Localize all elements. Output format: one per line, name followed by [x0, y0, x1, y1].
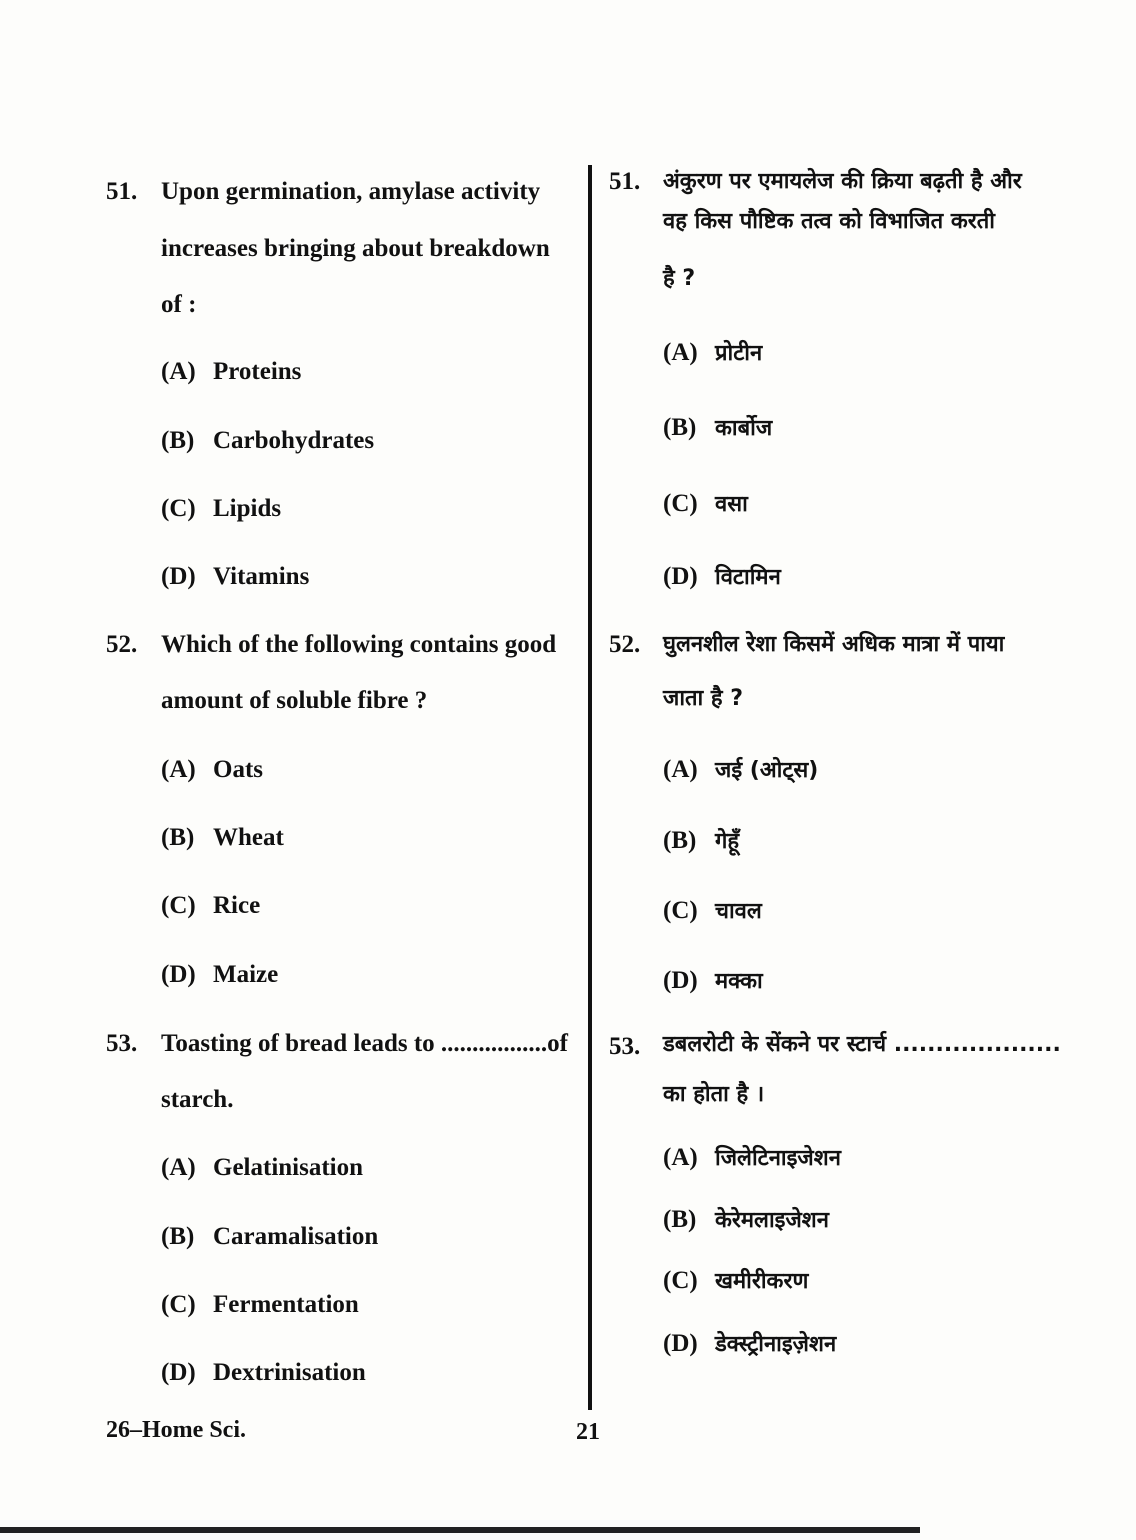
page-number: 21	[576, 1419, 600, 1445]
option	[161, 823, 284, 853]
option-text: Fermentation	[213, 1291, 359, 1318]
option	[161, 562, 309, 592]
option	[161, 960, 278, 990]
paper-code: 26–Home Sci.	[106, 1417, 246, 1443]
option-text: Gelatinisation	[213, 1154, 364, 1181]
question-text-line: Toasting of bread leads to .................of	[161, 1030, 568, 1057]
option-label: (D)	[663, 1330, 698, 1357]
question-text-line: जाता है ?	[663, 686, 744, 711]
option-text: विटामिन	[715, 565, 781, 590]
question-number: 52.	[609, 631, 641, 658]
column-divider	[588, 165, 592, 1410]
option	[161, 1222, 378, 1252]
option-label: (A)	[663, 339, 698, 366]
option-text: गेहूँ	[715, 829, 740, 854]
option-text: Rice	[213, 892, 261, 919]
option-text: कार्बोज	[715, 416, 773, 441]
option-label: (D)	[161, 961, 196, 988]
option	[663, 338, 762, 369]
option-label: (C)	[161, 1291, 196, 1318]
question-text-line: Which of the following contains good	[161, 631, 557, 658]
option-label: (D)	[663, 967, 698, 994]
option-label: (A)	[663, 756, 698, 783]
option	[663, 896, 762, 927]
option-label: (D)	[663, 563, 698, 590]
question-number: 53.	[106, 1030, 138, 1057]
option-text: Maize	[213, 961, 279, 988]
option	[161, 755, 263, 785]
option	[161, 1358, 366, 1388]
option-label: (B)	[663, 414, 697, 441]
option	[161, 494, 281, 524]
option	[663, 489, 748, 520]
option-label: (A)	[161, 756, 196, 783]
option	[663, 1205, 829, 1236]
question-number: 52.	[106, 631, 138, 658]
option-label: (C)	[161, 892, 196, 919]
option-text: जई (ओट्स)	[715, 758, 819, 783]
option-text: Dextrinisation	[213, 1359, 366, 1386]
option	[663, 1143, 841, 1174]
question-number: 53.	[609, 1033, 641, 1060]
option	[663, 413, 772, 444]
option-text: Proteins	[213, 358, 302, 385]
option-label: (B)	[161, 1223, 195, 1250]
option-text: चावल	[715, 899, 762, 924]
option-text: Caramalisation	[213, 1223, 379, 1250]
option-label: (C)	[663, 897, 698, 924]
option	[663, 1266, 808, 1297]
option	[663, 1329, 836, 1360]
option	[161, 891, 260, 921]
option-text: Vitamins	[213, 563, 310, 590]
question-text-line: वह किस पौष्टिक तत्व को विभाजित करती	[663, 209, 995, 234]
question-text-line: starch.	[161, 1086, 234, 1113]
option-label: (D)	[161, 563, 196, 590]
option-label: (B)	[663, 827, 697, 854]
option	[663, 826, 739, 857]
option-text: डेक्स्ट्रीनाइज़ेशन	[715, 1332, 837, 1357]
option-label: (A)	[161, 1154, 196, 1181]
option-label: (A)	[663, 1144, 698, 1171]
option	[663, 966, 763, 997]
option	[161, 1153, 363, 1183]
option-text: Lipids	[213, 495, 282, 522]
question-text-line: Upon germination, amylase activity	[161, 178, 541, 205]
option-text: Carbohydrates	[213, 427, 375, 454]
option-text: वसा	[715, 492, 748, 517]
option	[161, 357, 301, 387]
question-text-line: increases bringing about breakdown	[161, 235, 550, 262]
question-text-line: का होता है ।	[663, 1082, 765, 1107]
option	[161, 1290, 359, 1320]
option	[663, 562, 781, 593]
option-text: जिलेटिनाइजेशन	[715, 1146, 841, 1171]
option-label: (D)	[161, 1359, 196, 1386]
question-number: 51.	[609, 168, 641, 195]
question-text-line: अंकुरण पर एमायलेज की क्रिया बढ़ती है और	[663, 169, 1022, 194]
option-label: (B)	[663, 1206, 697, 1233]
question-text-line: है ?	[663, 266, 696, 291]
option-text: Wheat	[213, 824, 284, 851]
option-label: (A)	[161, 358, 196, 385]
question-text-line: amount of soluble fibre ?	[161, 687, 428, 714]
option-text: Oats	[213, 756, 263, 783]
option-label: (C)	[663, 490, 698, 517]
bottom-rule	[0, 1527, 920, 1533]
question-text-line: घुलनशील रेशा किसमें अधिक मात्रा में पाया	[663, 632, 1005, 657]
option-label: (B)	[161, 824, 195, 851]
option-label: (C)	[663, 1267, 698, 1294]
option-label: (B)	[161, 427, 195, 454]
question-number: 51.	[106, 178, 138, 205]
question-text-line: of :	[161, 291, 197, 318]
option	[663, 755, 818, 786]
question-text-line: डबलरोटी के सेंकने पर स्टार्च ....................	[663, 1032, 1061, 1057]
option	[161, 426, 374, 456]
option-label: (C)	[161, 495, 196, 522]
option-text: मक्का	[715, 969, 763, 994]
option-text: केरेमलाइजेशन	[715, 1208, 829, 1233]
option-text: प्रोटीन	[715, 341, 763, 366]
option-text: खमीरीकरण	[715, 1269, 809, 1294]
